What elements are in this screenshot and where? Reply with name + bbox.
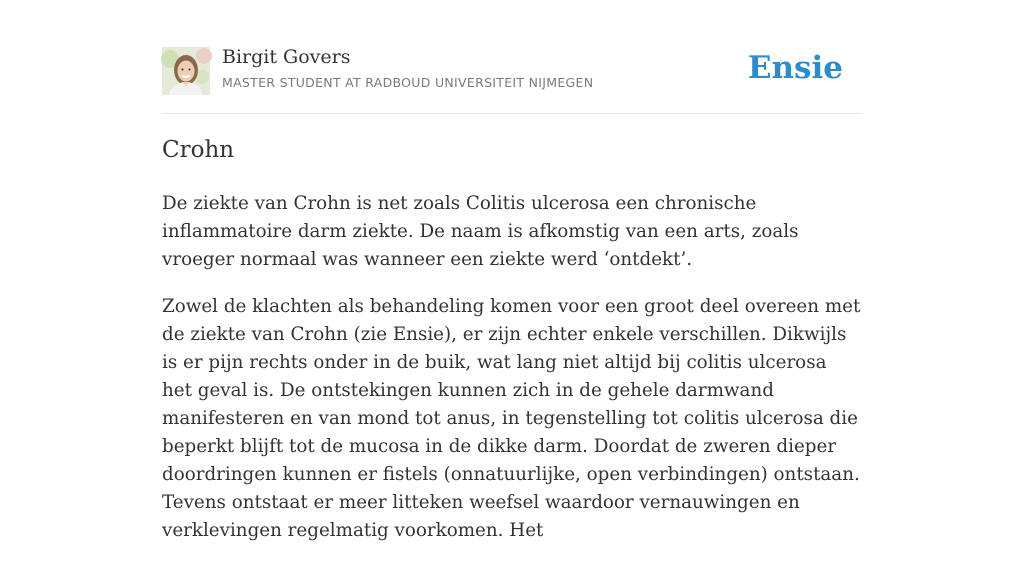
avatar[interactable] xyxy=(162,47,210,95)
article-title: Crohn xyxy=(162,137,235,163)
definition-card xyxy=(162,0,862,541)
author-role: MASTER STUDENT AT RADBOUD UNIVERSITEIT NIJMEGEN xyxy=(222,75,594,90)
article-paragraph-2: Zowel de klachten als behandeling komen voor een groot deel overeen met de ziekte van Crohn (zie Ensie), er zijn echter enkele verschillen. Dikwijls is er pijn rechts onder in de buik, wat lang niet altijd bij colitis ulcerosa het geval is. De ontstekingen kunnen zich in de gehele darmwand manifesteren en van mond tot anus, in tegenstelling tot colitis ulcerosa die beperkt blijft tot de mucosa in de dikke darm. Doordat de zweren dieper doordringen kunnen er fistels (onnatuurlijke, open verbindingen) ontstaan. Tevens ontstaat er meer litteken weefsel waardoor vernauwingen en verklevingen regelmatig voorkomen. Het xyxy=(162,296,861,541)
article-body xyxy=(162,190,862,564)
author-header xyxy=(162,0,862,114)
avatar-portrait-icon xyxy=(162,47,210,95)
ensie-logo[interactable]: Ensie xyxy=(747,50,843,86)
article-paragraph-1: De ziekte van Crohn is net zoals Colitis ulcerosa een chronische inflammatoire darm ziekte. De naam is afkomstig van een arts, zoals vroeger normaal was wanneer een ziekte werd ‘ontdekt’. xyxy=(162,193,799,270)
author-name[interactable]: Birgit Govers xyxy=(222,46,351,68)
